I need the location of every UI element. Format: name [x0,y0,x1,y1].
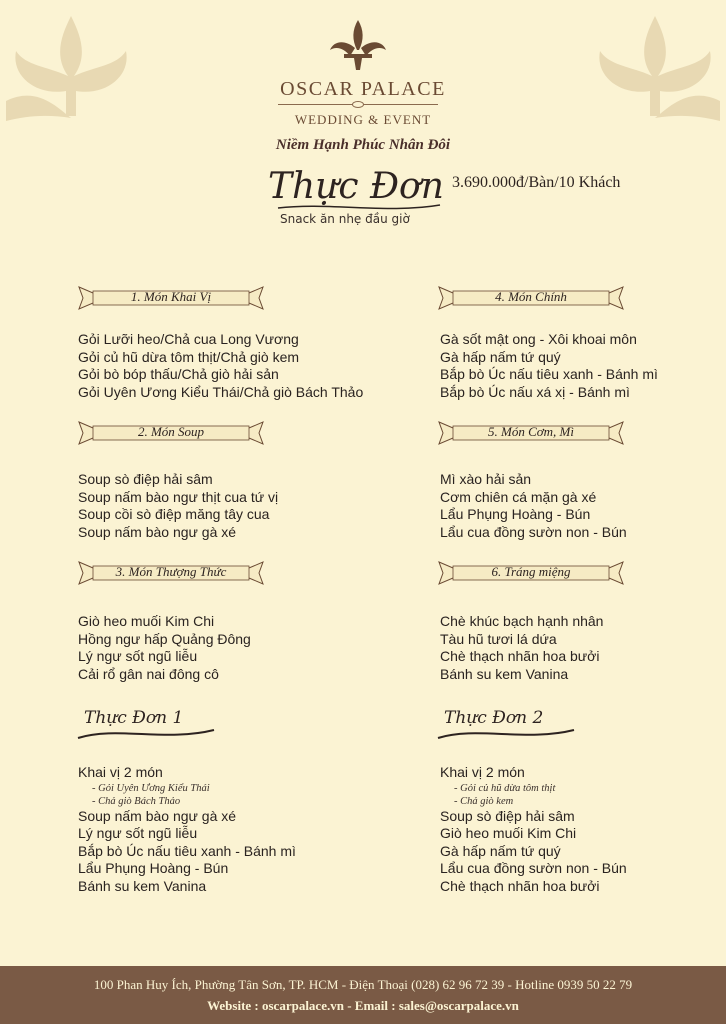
list-item: Cải rổ gân nai đông cô [78,665,219,682]
list-item: Tàu hũ tươi lá dứa [440,630,557,647]
brand-divider-ornament [352,101,364,108]
title-swash [436,724,576,744]
set-menu-1-items [78,764,378,895]
corner-fleur-ornament-right [590,6,720,126]
list-item: Gỏi Lưỡi heo/Chả cua Long Vương [78,331,299,347]
list-item: Bánh su kem Vanina [440,665,569,682]
list-subitem: - Chả giò Bách Thảo [92,795,181,807]
list-item: Mì xào hải sản [440,471,532,487]
list-item: Gỏi Uyên Ương Kiểu Thái/Chả giò Bách Thảo [78,383,364,400]
tagline: Niềm Hạnh Phúc Nhân Đôi [275,137,451,153]
set-menu-2-heading [436,708,576,744]
list-item: Bắp bò Úc nấu tiêu xanh - Bánh mì [78,842,296,859]
section-banner-appetizer [75,283,267,313]
list-item: Hồng ngư hấp Quảng Đông [78,630,251,647]
list-item: Soup sò điệp hải sâm [78,471,213,487]
section-banner-main [435,283,627,313]
list-item: Giò heo muối Kim Chi [440,825,577,841]
section-title: 2. Món Soup [137,424,205,439]
list-item: Bắp bò Úc nấu xá xị - Bánh mì [440,383,630,400]
set-menu-1-title: Thực Đơn 1 [84,708,184,728]
footer-address: 100 Phan Huy Ích, Phường Tân Sơn, TP. HCM - Điện Thoại (028) 62 96 72 39 - Hotline 0939 50 22 79 [93,977,633,992]
list-subitem: - Gỏi Uyên Ương Kiểu Thái [92,782,210,794]
set-menu-2-title: Thực Đơn 2 [444,708,544,728]
corner-fleur-ornament-left [6,6,136,126]
list-item: Chè thạch nhãn hoa bưởi [440,648,600,664]
section-banner-dessert [435,558,627,588]
section-items-dessert [440,613,726,683]
list-item: Gỏi củ hũ dừa tôm thịt/Chả giò kem [78,348,300,365]
footer-bar [0,966,726,1024]
section-items-special [78,613,378,683]
section-banner-special [75,558,267,588]
list-item: Gà sốt mật ong - Xôi khoai môn [440,331,637,347]
list-subitem: - Chả giò kem [454,795,514,807]
list-item: Lẩu Phụng Hoàng - Bún [440,506,591,522]
footer-contact: Website : oscarpalace.vn - Email : sales@oscarpalace.vn [207,998,519,1013]
list-item: Soup nấm bào ngư gà xé [78,523,237,540]
list-item: Khai vị 2 món [440,764,525,780]
menu-title: Thực Đơn [268,166,444,207]
brand-subtitle: WEDDING & EVENT [294,112,432,127]
list-item: Soup nấm bào ngư gà xé [78,807,237,824]
list-item: Lẩu cua đồng sườn non - Bún [440,523,627,540]
brand-name: OSCAR PALACE [280,78,446,100]
list-item: Lẩu cua đồng sườn non - Bún [440,860,627,876]
section-banner-rice-noodle [435,418,627,448]
list-item: Gà hấp nấm tứ quý [440,348,561,365]
list-subitem: - Gỏi củ hũ dừa tôm thịt [454,782,556,794]
set-menu-2-items [440,764,726,895]
list-item: Soup nấm bào ngư thịt cua tứ vị [78,488,279,505]
section-banner-soup [75,418,267,448]
section-items-rice-noodle [440,471,726,541]
list-item: Khai vị 2 món [78,764,163,780]
section-title: 3. Món Thượng Thức [115,564,227,579]
list-item: Lý ngư sốt ngũ liễu [78,825,198,841]
section-title: 5. Món Cơm, Mì [487,424,575,439]
snack-note: Snack ăn nhẹ đầu giờ [280,212,410,226]
section-title: 4. Món Chính [495,289,567,304]
set-menu-1-heading [76,708,216,744]
list-item: Gà hấp nấm tứ quý [440,842,561,859]
list-item: Cơm chiên cá mặn gà xé [440,488,597,505]
section-items-main [440,331,726,401]
fleur-de-lis-icon [326,18,390,74]
list-item: Chè khúc bạch hạnh nhân [440,613,604,629]
list-item: Bánh su kem Vanina [78,877,207,894]
title-swash [76,724,216,744]
list-item: Soup cồi sò điệp măng tây cua [78,506,270,522]
list-item: Chè thạch nhãn hoa bưởi [440,877,600,894]
section-items-appetizer [78,331,378,401]
list-item: Giò heo muối Kim Chi [78,613,215,629]
list-item: Lý ngư sốt ngũ liễu [78,648,198,664]
list-item: Bắp bò Úc nấu tiêu xanh - Bánh mì [440,366,658,382]
section-title: 1. Món Khai Vị [130,289,212,304]
list-item: Lẩu Phụng Hoàng - Bún [78,860,229,876]
section-title: 6. Tráng miệng [491,564,571,579]
list-item: Gỏi bò bóp thấu/Chả giò hải sản [78,366,279,382]
section-items-soup [78,471,378,541]
menu-price: 3.690.000đ/Bàn/10 Khách [452,174,621,191]
list-item: Soup sò điệp hải sâm [440,807,575,824]
